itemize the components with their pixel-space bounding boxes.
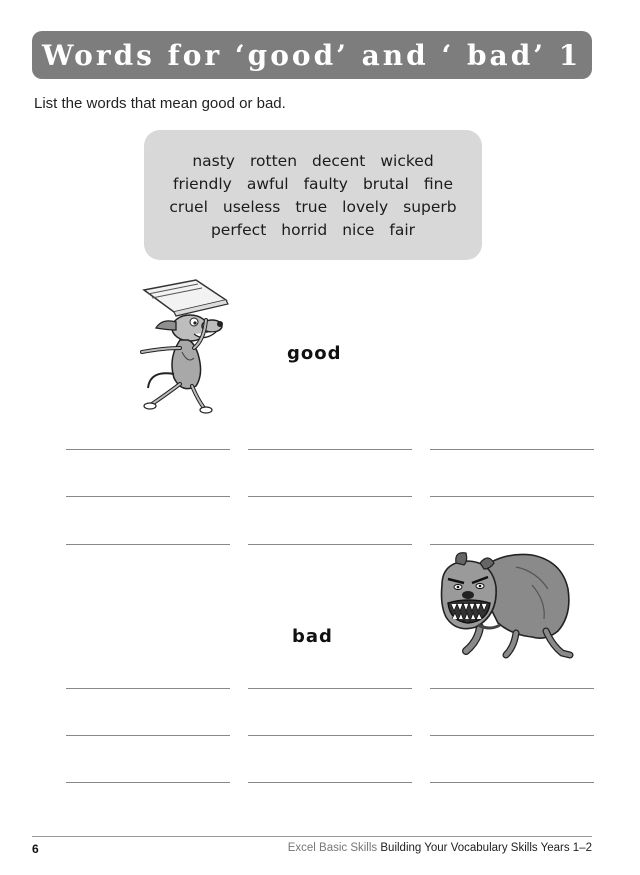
word: true (295, 197, 328, 216)
word: wicked (380, 151, 434, 170)
word: fair (389, 220, 416, 239)
answer-line[interactable] (248, 449, 412, 450)
word-bank (144, 130, 482, 260)
answer-line[interactable] (66, 688, 230, 689)
word: rotten (249, 151, 298, 170)
answer-line[interactable] (248, 782, 412, 783)
happy-dog-illustration (134, 278, 232, 418)
word: decent (312, 151, 366, 170)
word: faulty (303, 174, 348, 193)
footer-divider (32, 836, 592, 837)
answer-line[interactable] (430, 782, 594, 783)
title-bar (32, 31, 592, 79)
answer-line[interactable] (248, 544, 412, 545)
word: nasty (192, 151, 235, 170)
word: lovely (342, 197, 389, 216)
answer-line[interactable] (430, 735, 594, 736)
word-row (169, 198, 456, 216)
instruction-text: List the words that mean good or bad. (34, 95, 286, 112)
footer-book-title: Building Your Vocabulary Skills Years 1–2 (380, 842, 592, 854)
answer-line[interactable] (66, 496, 230, 497)
word-row (192, 152, 433, 170)
word: friendly (173, 174, 232, 193)
answer-line[interactable] (430, 449, 594, 450)
page-title: Words for ‘good’ and ‘ bad’ 1 (42, 38, 582, 72)
word: awful (246, 174, 289, 193)
answer-line[interactable] (66, 782, 230, 783)
answer-line[interactable] (66, 449, 230, 450)
footer-series: Excel Basic Skills (287, 842, 378, 854)
word-row (211, 221, 415, 239)
word-row (173, 175, 453, 193)
page-number: 6 (32, 842, 39, 856)
word: superb (403, 197, 457, 216)
word: nice (342, 220, 375, 239)
answer-line[interactable] (248, 735, 412, 736)
answer-line[interactable] (248, 688, 412, 689)
word: perfect (210, 220, 267, 239)
word: cruel (169, 197, 208, 216)
answer-line[interactable] (430, 496, 594, 497)
word: horrid (281, 220, 328, 239)
answer-line[interactable] (248, 496, 412, 497)
answer-line[interactable] (430, 688, 594, 689)
word: brutal (362, 174, 409, 193)
snarling-bulldog-illustration (436, 545, 574, 663)
word: useless (222, 197, 281, 216)
good-section-label: good (287, 343, 342, 364)
answer-line[interactable] (66, 544, 230, 545)
footer-title (288, 842, 592, 854)
answer-line[interactable] (66, 735, 230, 736)
bad-section-label: bad (292, 626, 333, 647)
word: fine (423, 174, 453, 193)
